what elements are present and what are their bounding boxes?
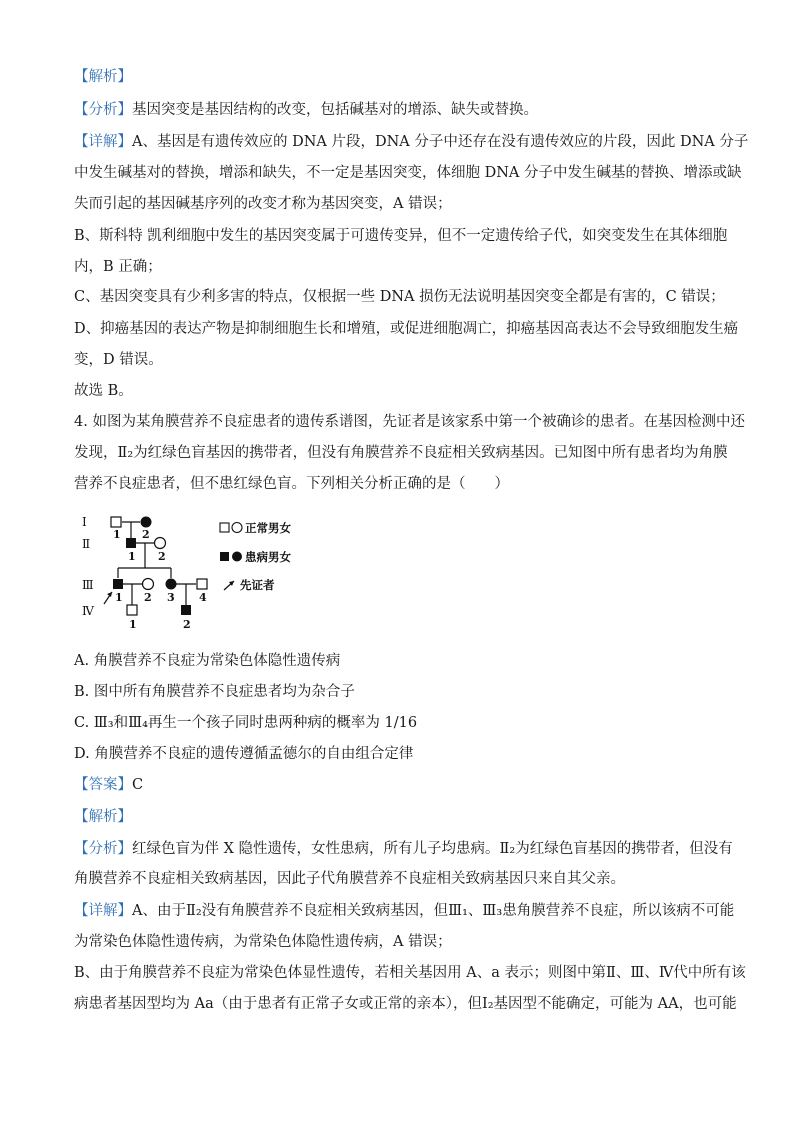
option-a: A. 角膜营养不良症为常染色体隐性遗传病 — [74, 653, 341, 669]
individual-number: 2 — [183, 618, 191, 631]
text-line: B、由于角膜营养不良症为常染色体显性遗传，若相关基因用 A、a 表示；则图中第Ⅱ、Ⅲ、Ⅳ代中所有该 — [74, 965, 746, 981]
legend-normal-female-icon — [232, 523, 242, 533]
individual-number: 2 — [158, 550, 166, 563]
section-tag: 【详解】 — [74, 903, 132, 919]
legend-affected-label: 患病男女 — [245, 550, 291, 564]
individual-IV2 — [181, 605, 191, 615]
legend-normal-label: 正常男女 — [245, 521, 291, 535]
text-line: 【分析】基因突变是基因结构的改变，包括碱基对的增添、缺失或替换。 — [74, 102, 538, 118]
text-line: 故选 B。 — [74, 383, 133, 399]
text-line: C、基因突变具有少利多害的特点，仅根据一些 DNA 损伤无法说明基因突变全都是有害的，C 错误； — [74, 289, 725, 305]
individual-II1 — [126, 538, 136, 548]
section-tag: 【分析】 — [74, 841, 132, 857]
section-tag: 【解析】 — [74, 69, 132, 85]
generation-label: Ⅳ — [82, 604, 94, 618]
section-tag: 【详解】 — [74, 134, 132, 150]
generation-label: Ⅱ — [82, 537, 91, 551]
text-line: B、斯科特 凯利细胞中发生的基因突变属于可遗传变异，但不一定遗传给子代，如突变发生在其体细胞 — [74, 228, 728, 244]
individual-II2 — [155, 538, 166, 549]
text-line: 角膜营养不良症相关致病基因，因此子代角膜营养不良症相关致病基因只来自其父亲。 — [74, 871, 625, 887]
text-line: 病患者基因型均为 Aa（由于患者有正常子女或正常的亲本），但Ⅰ₂基因型不能确定，可能为 AA，也可能 — [74, 996, 737, 1012]
text-line: 【详解】A、基因是有遗传效应的 DNA 片段，DNA 分子中还存在没有遗传效应的片段，因此 DNA 分子 — [74, 134, 749, 150]
text-line — [74, 808, 724, 826]
text-line: 为常染色体隐性遗传病，为常染色体隐性遗传病，A 错误； — [74, 934, 452, 950]
individual-III2 — [143, 579, 154, 590]
individual-I2 — [141, 517, 152, 528]
legend-affected-female-icon — [232, 552, 242, 562]
text-line: 失而引起的基因碱基序列的改变才称为基因突变，A 错误； — [74, 196, 452, 212]
answer-line: 【答案】C — [74, 777, 144, 793]
option-d: D. 角膜营养不良症的遗传遵循孟德尔的自由组合定律 — [74, 746, 414, 762]
text-line: 【详解】A、由于Ⅱ₂没有角膜营养不良症相关致病基因，但Ⅲ₁、Ⅲ₃患角膜营养不良症，所以该病不可能 — [74, 903, 735, 919]
generation-label: Ⅲ — [82, 578, 94, 592]
option-b: B. 图中所有角膜营养不良症患者均为杂合子 — [74, 684, 355, 700]
individual-I1 — [111, 517, 121, 527]
individual-number: 2 — [144, 591, 152, 604]
text-line: 内，B 正确； — [74, 259, 162, 275]
pedigree-legend — [218, 514, 338, 614]
generation-label: Ⅰ — [82, 515, 87, 529]
individual-number: 1 — [129, 618, 137, 631]
legend-proband-label: 先证者 — [240, 578, 275, 592]
legend-normal-male-icon — [220, 523, 229, 532]
legend-affected-male-icon — [220, 552, 229, 561]
individual-number: 1 — [113, 528, 121, 541]
individual-III4 — [197, 579, 207, 589]
individual-IV1 — [127, 605, 137, 615]
text-line: 变，D 错误。 — [74, 352, 163, 368]
individual-number: 2 — [142, 528, 150, 541]
individual-III3 — [166, 579, 177, 590]
option-c: C. Ⅲ₃和Ⅲ₄再生一个孩子同时患两种病的概率为 1/16 — [74, 715, 418, 731]
question-stem: 营养不良症患者，但不患红绿色盲。下列相关分析正确的是（ ） — [74, 476, 509, 492]
individual-number: 4 — [199, 591, 207, 604]
individual-number: 1 — [115, 591, 123, 604]
individual-number: 3 — [167, 591, 175, 604]
text-line: 中发生碱基对的替换，增添和缺失，不一定是基因突变，体细胞 DNA 分子中发生碱基的替换、增添或缺 — [74, 165, 742, 181]
text-line: 【分析】红绿色盲为伴 X 隐性遗传，女性患病，所有儿子均患病。Ⅱ₂为红绿色盲基因的携带者，但没有 — [74, 841, 733, 857]
section-tag: 【分析】 — [74, 102, 132, 118]
section-tag: 【答案】 — [74, 777, 132, 793]
section-tag: 【解析】 — [74, 809, 132, 825]
individual-III1 — [113, 579, 123, 589]
individual-number: 1 — [128, 550, 136, 563]
question-stem: 发现，Ⅱ₂为红绿色盲基因的携带者，但没有角膜营养不良症相关致病基因。已知图中所有患者均为角膜 — [74, 445, 728, 461]
question-stem: 4. 如图为某角膜营养不良症患者的遗传系谱图，先证者是该家系中第一个被确诊的患者。在基因检测中还 — [74, 414, 745, 430]
text-line: D、抑癌基因的表达产物是抑制细胞生长和增殖，或促进细胞凋亡，抑癌基因高表达不会导致细胞发生癌 — [74, 321, 739, 337]
text-line — [74, 68, 724, 86]
